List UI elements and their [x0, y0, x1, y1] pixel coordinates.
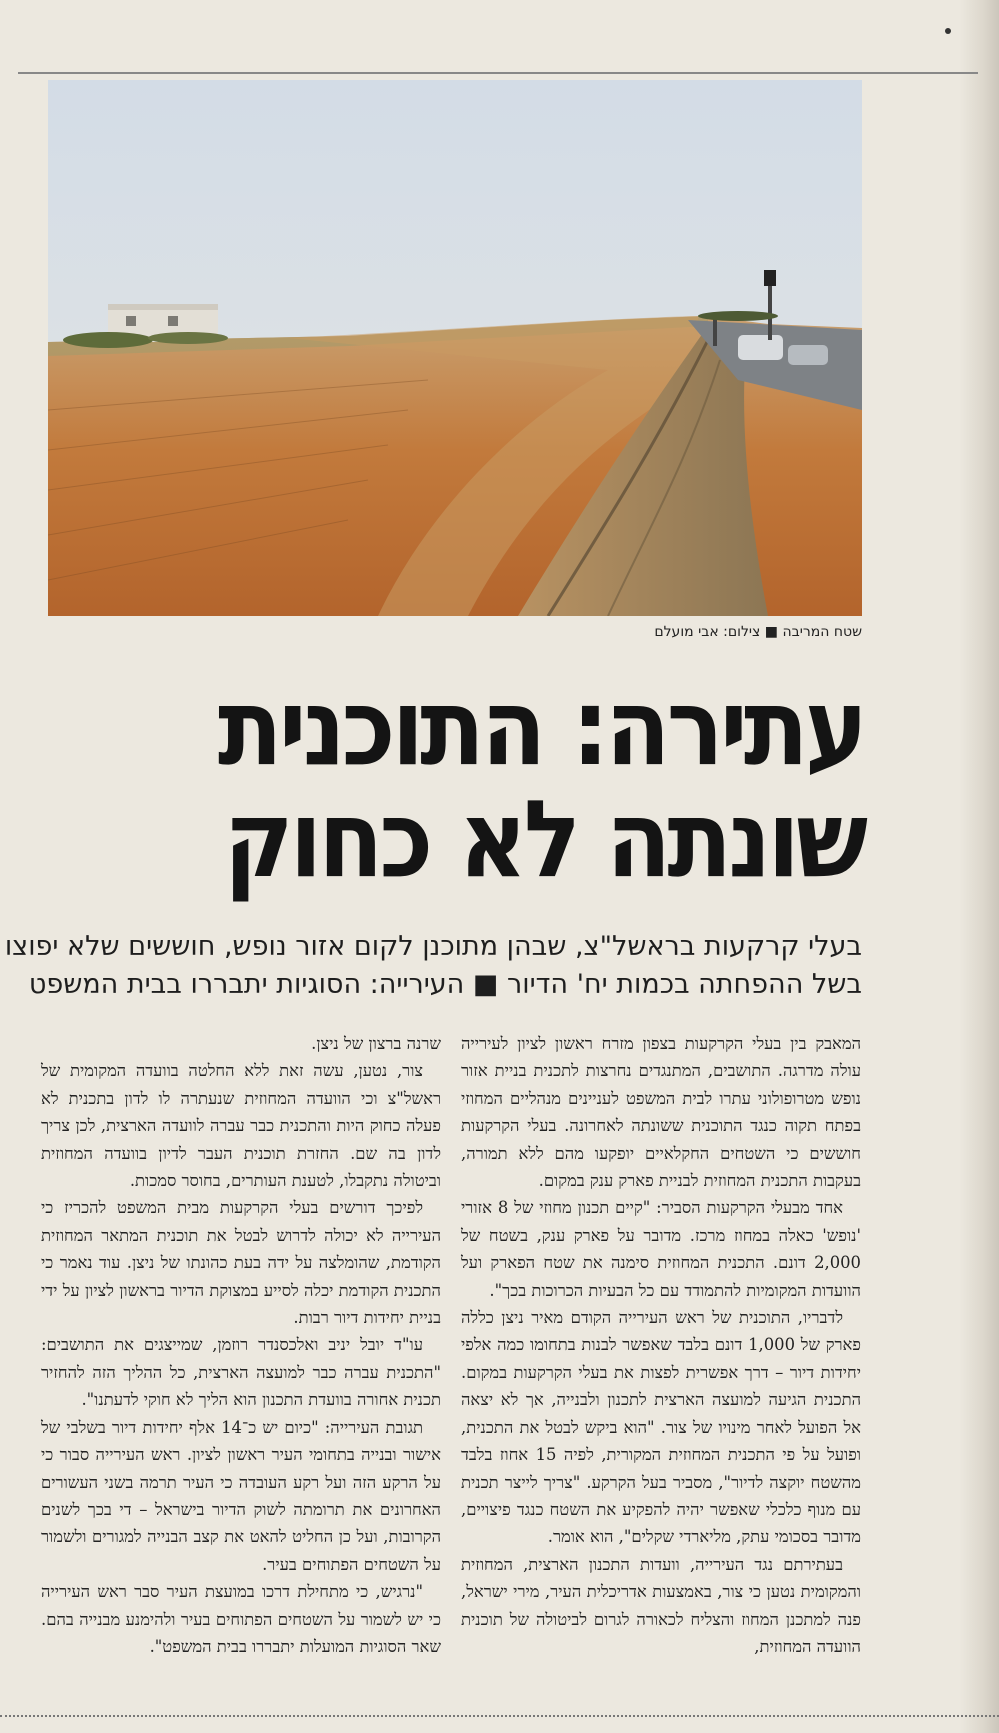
- article-photo: [48, 80, 862, 616]
- article-column-right: [461, 1030, 861, 1660]
- paragraph: המאבק בין בעלי הקרקעות בצפון מזרח ראשון לציון לעירייה עולה מדרגה. התושבים, המתנגדים נחרצות לתכנית בניית אזור נופש מטרופולוני עתרו לבית המשפט לעניינים מנהליים המחוזי בפתח תקוה כנגד התוכנית ששונתה לאחרונה. בעלי הקרקעות חוששים כי השטחים החקלאיים יופקעו מהם ללא תמורה, בעקבות התכנית המחוזית לבניית פארק ענק במקום.: [461, 1034, 861, 1191]
- adjacent-page-edge: [959, 0, 999, 1733]
- headline-line-2: שונתה לא כחוק: [223, 778, 864, 902]
- article-column-left: [41, 1030, 441, 1660]
- paragraph: תגובת העירייה: "כיום יש כ־14 אלף יחידות דיור בשלבי של אישור ובנייה בתחומי העיר ראשון לציון. ראש העירייה סבור כי על הרקע הזה ועל רקע העובדה כי העיר תרמה בשני העשורים האחרונים את תרומתה לשוק הדיור בישראל – די בכך לשנים הקרובות, ועל כן החליט להאט את קצב הבנייה למגורים ולשמור על השטחים הפתוחים בעיר.: [41, 1417, 441, 1574]
- paragraph: לפיכך דורשים בעלי הקרקעות מבית המשפט להכריז כי העירייה לא יכולה לדרוש לבטל את תוכנית המתאר המחוזית הקודמת, שהומלצה על ידה בעת כהונתו של ניצן. עוד נאמר כי התכנית הקודמת יכלה לסייע במצוקת הדיור בראשון לציון על ידי בניית יחידות דיור רבות.: [41, 1198, 441, 1328]
- headline: [124, 666, 864, 902]
- bottom-rule: [0, 1715, 999, 1717]
- paragraph: בעתירתם נגד העירייה, וועדות התכנון הארצית, המחוזית והמקומית נטען כי צור, באמצעות אדריכלית העיר, מירי ישראל, פנה למתכנן המחוז והצליח לכאורה לגרום לביטולה של תוכנית הוועדה המחוזית,: [461, 1554, 861, 1656]
- subheadline: [4, 928, 862, 1004]
- paragraph: "נרגיש, כי מתחילת דרכו במועצת העיר סבר ראש העירייה כי יש לשמור על השטחים הפתוחים בעיר ולהימנע מבנייה בהם. שאר הסוגיות המועלות יתבררו בבית המשפט".: [41, 1582, 441, 1656]
- headline-line-1: עתירה: התוכנית: [217, 666, 864, 790]
- paragraph: לדבריו, התוכנית של ראש העירייה הקודם מאיר ניצן כללה פארק של 1,000 דונם בלבד שאפשר לבנות בתחומו כמה אלפי יחידות דיור – דרך אפשרית לפצות את בעלי הקרקעות במקום. התכנית הגיעה למועצה הארצית לתכנון ולבנייה, אך לא יצאה אל הפועל לאחר מינויו של צור. "הוא ביקש לבטל את התכנית, ופועל על פי התכנית המחוזית המקורית, לפיה 15 אחוז בלבד מהשטח יוקצה לדיור", מסביר בעל הקרקע. "צריך לייצר תכנית עם מנוף כלכלי שאפשר יהיה להפקיע את השטח כנגד פיצויים, מדובר בסכומי עתק, מליארדי שקלים", הוא אומר.: [461, 1308, 861, 1547]
- top-rule: [18, 72, 978, 74]
- paragraph: עו"ד יובל יניב ואלכסנדר רוזמן, שמייצגים את התושבים: "התכנית עברה כבר למועצה הארצית, כל ההליך הזה להחזיר תכנית אחורה בוועדת התכנון הוא הליך לא חוקי לדעתנו".: [41, 1335, 441, 1410]
- paragraph: שרנה ברצון של ניצן.: [311, 1034, 441, 1053]
- paragraph: צור, נטען, עשה זאת ללא החלטה בוועדה המקומית של ראשל"צ וכי הוועדה המחוזית שנעתרה לו לדון בתכנית לא פעלה כחוק היות והתכנית כבר עברה לוועדה הארצית, לכן צריך לדון בה שם. החזרת תוכנית העבר לדיון בוועדה המחוזית וביטולה נתקבלו, לטענת העותרים, בחוסר סמכות.: [41, 1061, 441, 1191]
- page-mark: [945, 28, 951, 34]
- subhead-line-2: בשל ההפחתה בכמות יח' הדיור ■ העירייה: הסוגיות יתבררו בבית המשפט: [28, 969, 862, 1000]
- photo-caption: שטח המריבה ■ צילום: אבי מועלם: [654, 624, 862, 640]
- subhead-line-1: בעלי קרקעות בראשל"צ, שבהן מתוכנן לקום אזור נופש, חוששים שלא יפוצו: [4, 931, 862, 962]
- paragraph: אחד מבעלי הקרקעות הסביר: "קיים תכנון מחוזי של 8 אזורי 'נופש' כאלה במחוז מרכז. מדובר על פארק ענק, בשטח של 2,000 דונם. התכנית המחוזית סימנה את שטח הפארק ועל הוועדות המקומיות להתמודד עם כל הבעיות הכרוכות בכך".: [461, 1198, 861, 1300]
